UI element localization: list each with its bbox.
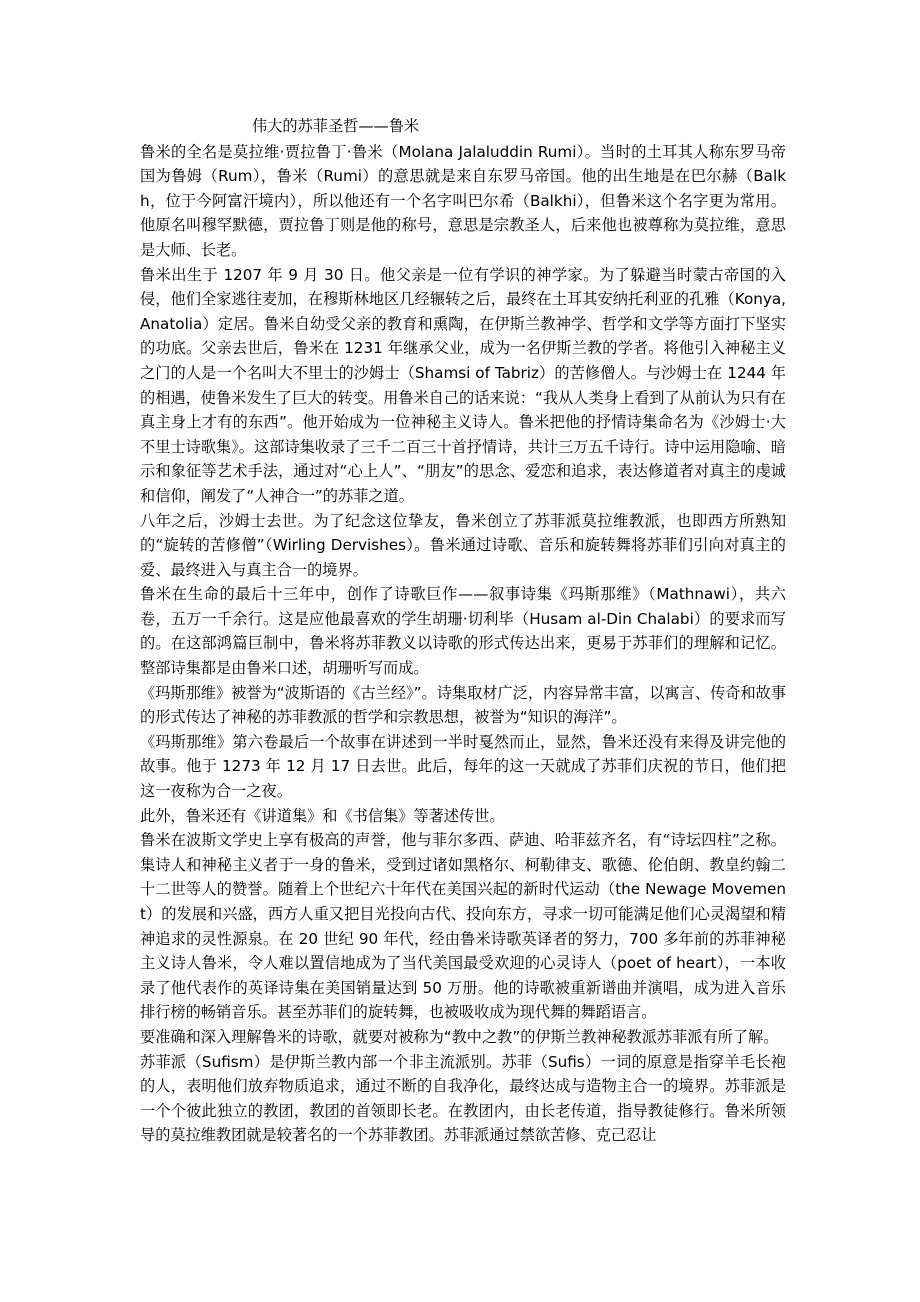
- paragraph-other-works: 此外，鲁米还有《讲道集》和《书信集》等著述传世。: [140, 806, 505, 825]
- paragraph-mevlevi-order: 八年之后，沙姆士去世。为了纪念这位挚友，鲁米创立了苏菲派莫拉维教派，也即西方所熟知的“旋转的苦修僧”（Wirling Dervishes）。鲁米通过诗歌、音乐和旋转舞将苏菲们引向对真主的爱、最终进入与真主合一的境界。: [140, 511, 786, 579]
- paragraph-death: 《玛斯那维》第六卷最后一个故事在讲述到一半时戛然而止，显然，鲁米还没有来得及讲完他的故事。他于 1273 年 12 月 17 日去世。此后，每年的这一天就成了苏菲们庆祝的节日，他们把这一夜称为合一之夜。: [140, 732, 786, 801]
- document-body: [140, 114, 786, 1148]
- paragraph-intro: 鲁米的全名是莫拉维·贾拉鲁丁·鲁米（Molana Jalaluddin Rumi）。当时的土耳其人称东罗马帝国为鲁姆（Rum），鲁米（Rumi）的意思就是来自东罗马帝国。他的出生地是在巴尔赫（Balkh，位于今阿富汗境内），所以他还有一个名字叫巴尔希（Balkhi），但鲁米这个名字更为常用。他原名叫穆罕默德，贾拉鲁丁则是他的称号，意思是宗教圣人，后来他也被尊称为莫拉维，意思是大师、长老。: [140, 142, 786, 259]
- paragraph-mathnawi-praise: 《玛斯那维》被誉为“波斯语的《古兰经》”。诗集取材广泛，内容异常丰富，以寓言、传奇和故事的形式传达了神秘的苏菲教派的哲学和宗教思想，被誉为“知识的海洋”。: [140, 683, 787, 727]
- paragraph-sufism: 苏菲派（Sufism）是伊斯兰教内部一个非主流派别。苏菲（Sufis）一词的原意是指穿羊毛长袍的人，表明他们放弃物质追求，通过不断的自我净化，最终达成与造物主合一的境界。苏菲派是一个个彼此独立的教团，教团的首领即长老。在教团内，由长老传道，指导教徒修行。鲁米所领导的莫拉维教团就是较著名的一个苏菲教团。苏菲派通过禁欲苦修、克己忍让: [140, 1052, 786, 1145]
- document-title: 伟大的苏菲圣哲——鲁米: [252, 117, 420, 135]
- paragraph-legacy: 鲁米在波斯文学史上享有极高的声誉，他与菲尔多西、萨迪、哈菲兹齐名，有“诗坛四柱”之称。集诗人和神秘主义者于一身的鲁米，受到过诸如黑格尔、柯勒律支、歌德、伦伯朗、教皇约翰二十二世等人的赞誉。随着上个世纪六十年代在美国兴起的新时代运动（the Newage Movement）的发展和兴盛，西方人重又把目光投向古代、投向东方，寻求一切可能满足他们心灵渴望和精神追求的灵性源泉。在 20 世纪 90 年代，经由鲁米诗歌英译者的努力，700 多年前的苏菲神秘主义诗人鲁米，令人难以置信地成为了当代美国最受欢迎的心灵诗人（poet of heart），一本收录了他代表作的英译诗集在美国销量达到 50 万册。他的诗歌被重新谱曲并演唱，成为进入音乐排行榜的畅销音乐。甚至苏菲们的旋转舞，也被吸收成为现代舞的舞蹈语言。: [140, 831, 786, 1022]
- paragraph-early-life: 鲁米出生于 1207 年 9 月 30 日。他父亲是一位有学识的神学家。为了躲避当时蒙古帝国的入侵，他们全家逃往麦加，在穆斯林地区几经辗转之后，最终在土耳其安纳托利亚的孔雅（Konya, Anatolia）定居。鲁米自幼受父亲的教育和熏陶，在伊斯兰教神学、哲学和文学等方面打下坚实的功底。父亲去世后，鲁米在 1231 年继承父业，成为一名伊斯兰教的学者。将他引入神秘主义之门的人是一个名叫大不里士的沙姆士（Shamsi of Tabriz）的苦修僧人。与沙姆士在 1244 年的相遇，使鲁米发生了巨大的转变。用鲁米自己的话来说：“我从人类身上看到了从前认为只有在真主身上才有的东西”。他开始成为一位神秘主义诗人。鲁米把他的抒情诗集命名为《沙姆士·大不里士诗歌集》。这部诗集收录了三千二百三十首抒情诗，共计三万五千诗行。诗中运用隐喻、暗示和象征等艺术手法，通过对“心上人”、“朋友”的思念、爱恋和追求，表达修道者对真主的虔诚和信仰，阐发了“人神合一”的苏菲之道。: [140, 265, 786, 505]
- paragraph-mathnawi: 鲁米在生命的最后十三年中，创作了诗歌巨作——叙事诗集《玛斯那维》（Mathnawi），共六卷，五万一千余行。这是应他最喜欢的学生胡珊·切利毕（Husam al-Din Chalabi）的要求而写的。在这部鸿篇巨制中，鲁米将苏菲教义以诗歌的形式传达出来，更易于苏菲们的理解和记忆。整部诗集都是由鲁米口述，胡珊听写而成。: [140, 585, 786, 678]
- paragraph-sufism-intro: 要准确和深入理解鲁米的诗歌，就要对被称为“教中之教”的伊斯兰教神秘教派苏菲派有所了解。: [140, 1027, 779, 1046]
